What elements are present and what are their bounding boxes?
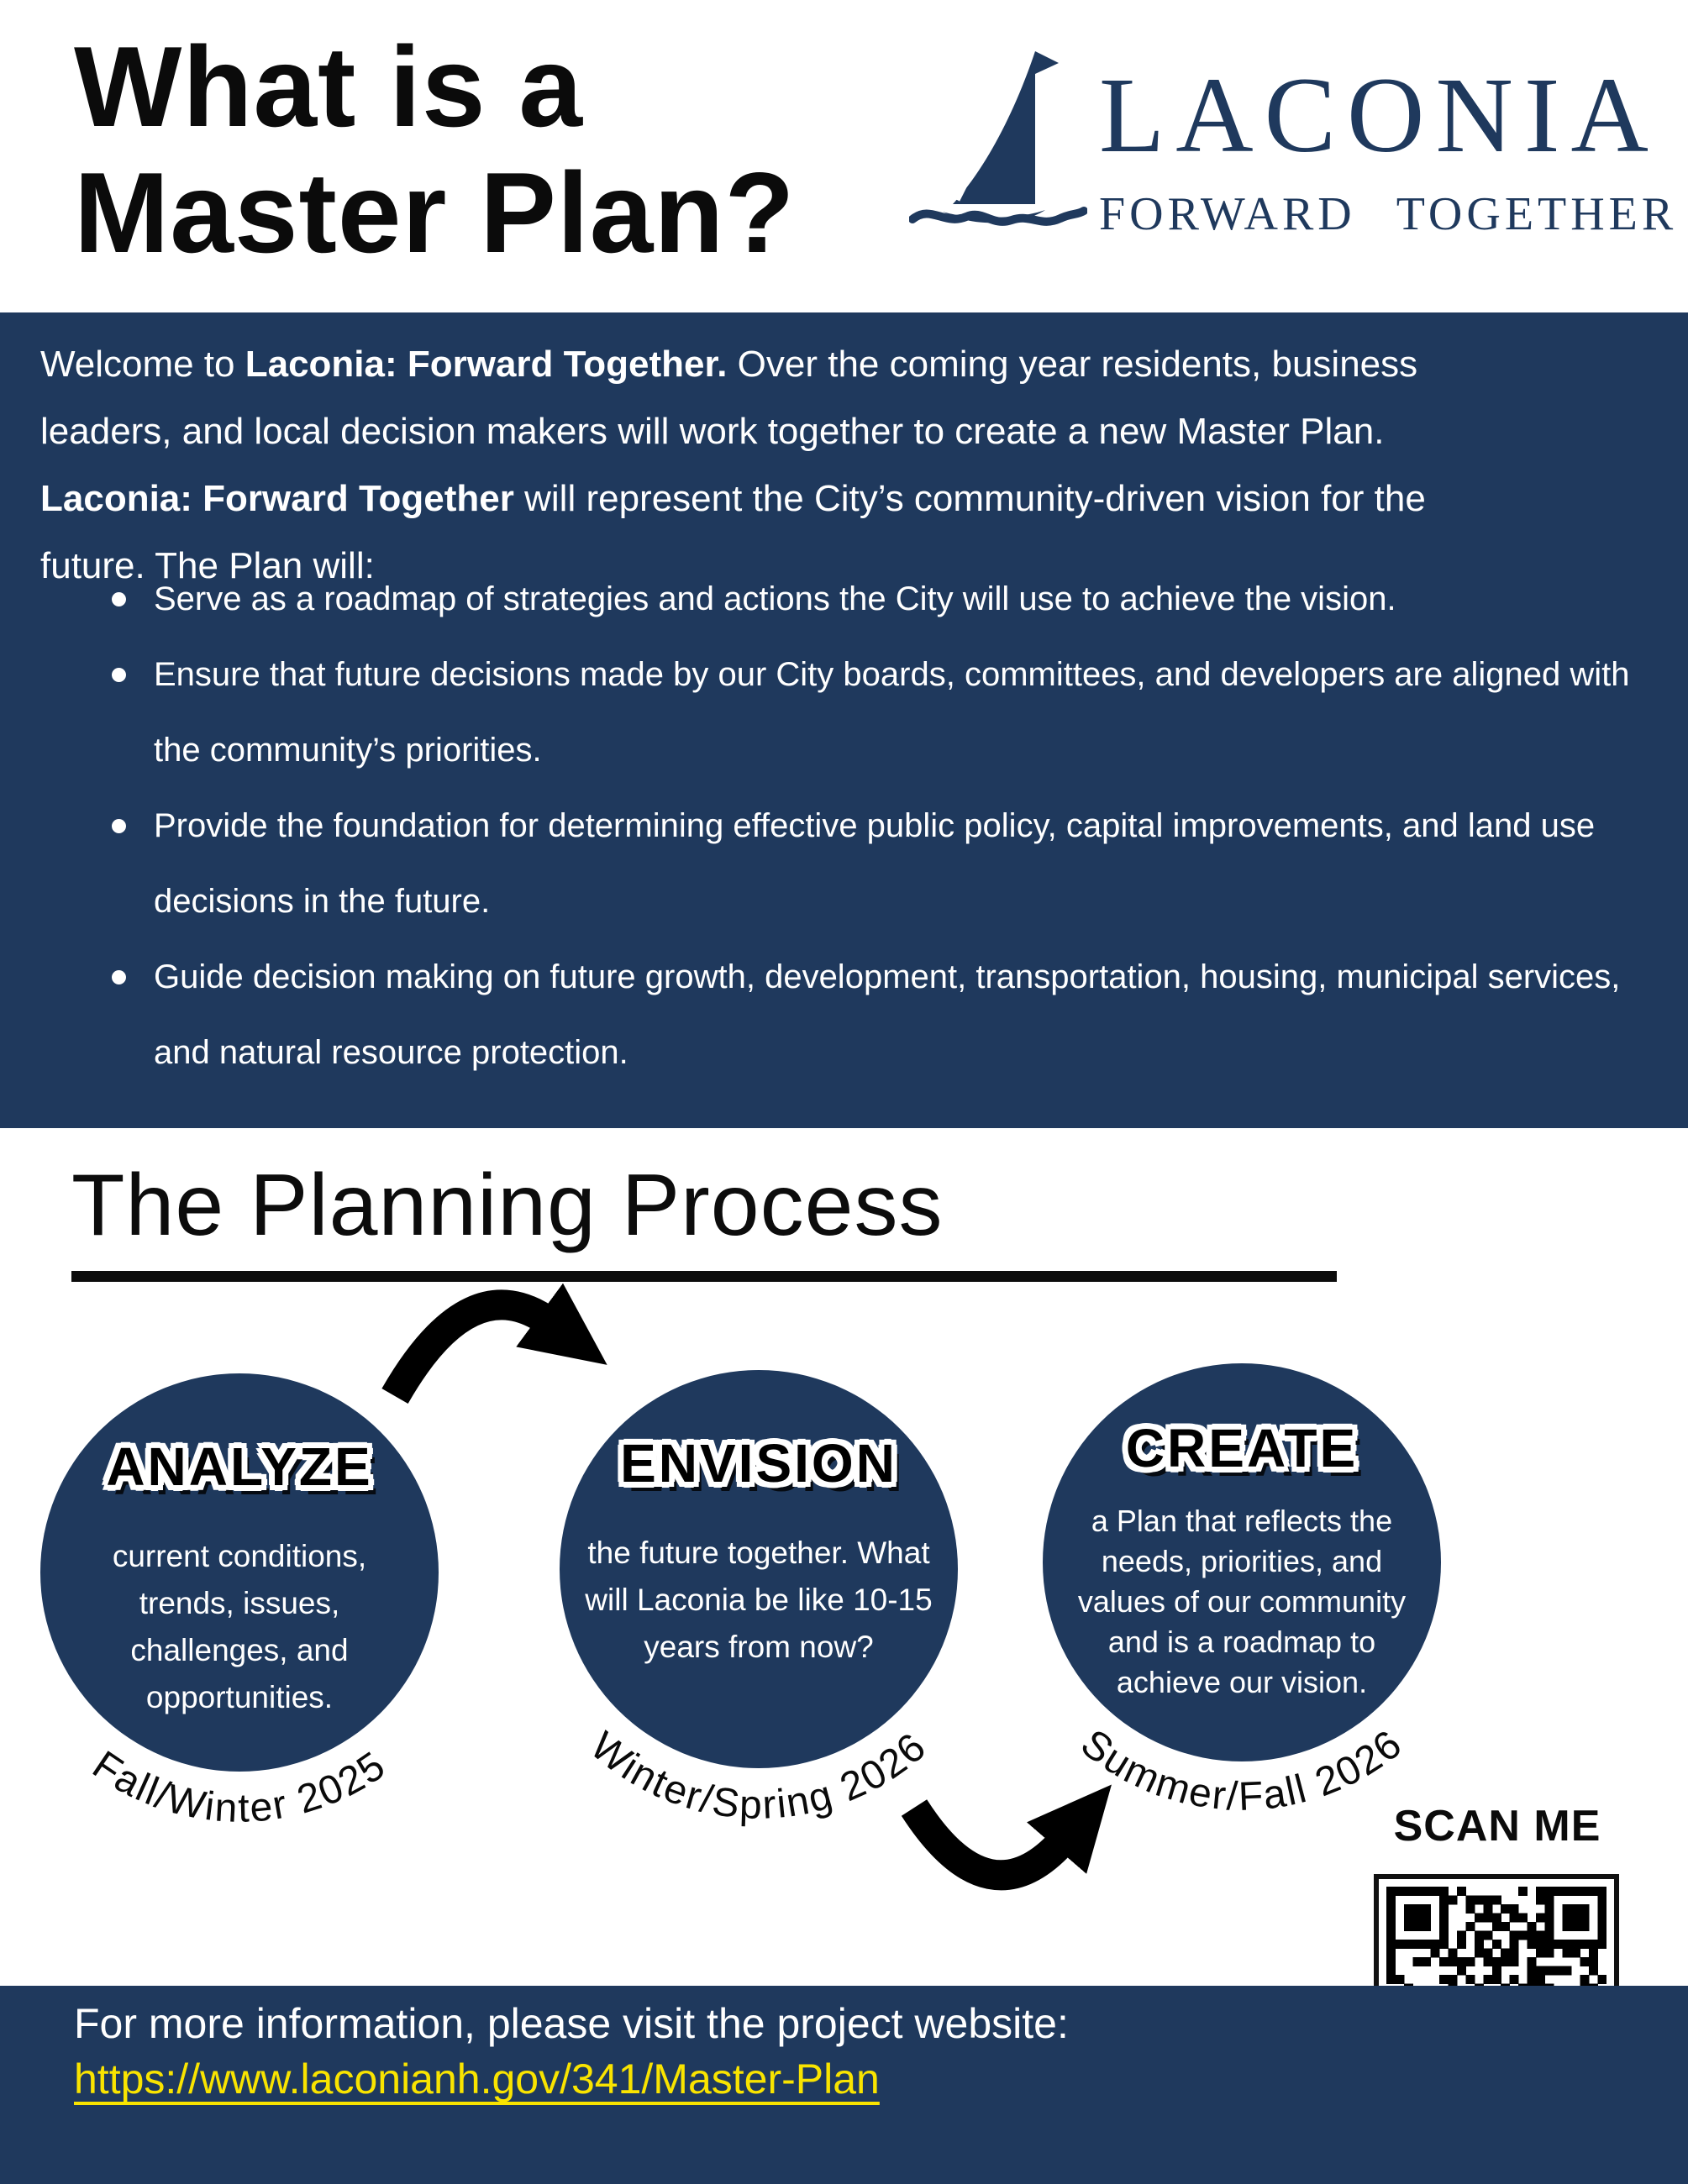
intro-bold-brand: Laconia: Forward Together.	[245, 344, 728, 385]
curved-arrow-icon	[395, 1305, 550, 1396]
list-item-text: Guide decision making on future growth, development, transportation, housing, municipal services, and natural resource protection.	[154, 958, 1621, 1071]
intro-text: Over the coming year residents, business leaders, and local decision makers will work together to create a new Master Plan.	[40, 344, 1418, 452]
logo-tagline-word1: FORWARD	[1099, 188, 1356, 240]
sailboat-icon	[909, 46, 1087, 246]
curved-arrow-icon	[914, 1808, 1065, 1875]
logo-tagline	[1099, 187, 1677, 241]
step-timeframe: Fall/Winter 2025	[84, 1742, 395, 1832]
step-title: ENVISION	[620, 1433, 897, 1494]
list-item-text: Serve as a roadmap of strategies and actions the City will use to achieve the vision.	[154, 580, 1396, 617]
list-item-text: Provide the foundation for determining effective public policy, capital improvements, and land use decisions in the future.	[154, 807, 1596, 920]
list-item	[154, 561, 1647, 637]
section-heading: The Planning Process	[71, 1157, 944, 1254]
intro-text: will represent the City’s community-driven vision for the future. The Plan will:	[40, 478, 1426, 586]
process-step-analyze	[40, 1373, 439, 1772]
intro-text: Welcome to	[40, 344, 245, 385]
page-title	[74, 24, 795, 276]
step-description: the future together. What will Laconia be like 10-15 years from now?	[585, 1536, 933, 1664]
intro-paragraph	[40, 331, 1511, 600]
list-item	[154, 939, 1647, 1090]
logo-tagline-word2: TOGETHER	[1396, 188, 1678, 240]
intro-bold-brand: Laconia: Forward Together	[40, 478, 514, 519]
plan-goals-list	[40, 561, 1647, 1090]
page-title-line2: Master Plan?	[74, 149, 796, 276]
heading-underline	[71, 1271, 1337, 1282]
step-timeframe: Summer/Fall 2026	[1072, 1720, 1412, 1820]
footer-bar	[0, 1986, 1688, 2184]
logo-text	[1099, 55, 1678, 241]
process-step-create	[1043, 1363, 1441, 1761]
step-title: CREATE	[1125, 1418, 1359, 1478]
step-timeframe: Winter/Spring 2026	[581, 1723, 936, 1828]
footer-text: For more information, please visit the project website:	[74, 2000, 1069, 2047]
process-step-envision	[560, 1370, 958, 1768]
page-title-line1: What is a	[74, 23, 583, 150]
scan-me-label: SCAN ME	[1393, 1802, 1601, 1851]
list-item	[154, 637, 1647, 788]
step-description: current conditions, trends, issues, challenges, and opportunities.	[112, 1539, 367, 1714]
list-item-text: Ensure that future decisions made by our City boards, committees, and developers are aligned with the community’s priorities.	[154, 656, 1630, 769]
logo-name: LACONIA	[1099, 55, 1659, 175]
intro-band	[0, 312, 1688, 1128]
step-description: a Plan that reflects the needs, priorities, and values of our community and is a roadmap to achieve our vision.	[1077, 1504, 1407, 1699]
list-item	[154, 788, 1647, 939]
step-title: ANALYZE	[106, 1436, 373, 1497]
project-website-link[interactable]: https://www.laconianh.gov/341/Master-Plan	[74, 2055, 880, 2103]
laconia-logo	[909, 46, 1678, 252]
